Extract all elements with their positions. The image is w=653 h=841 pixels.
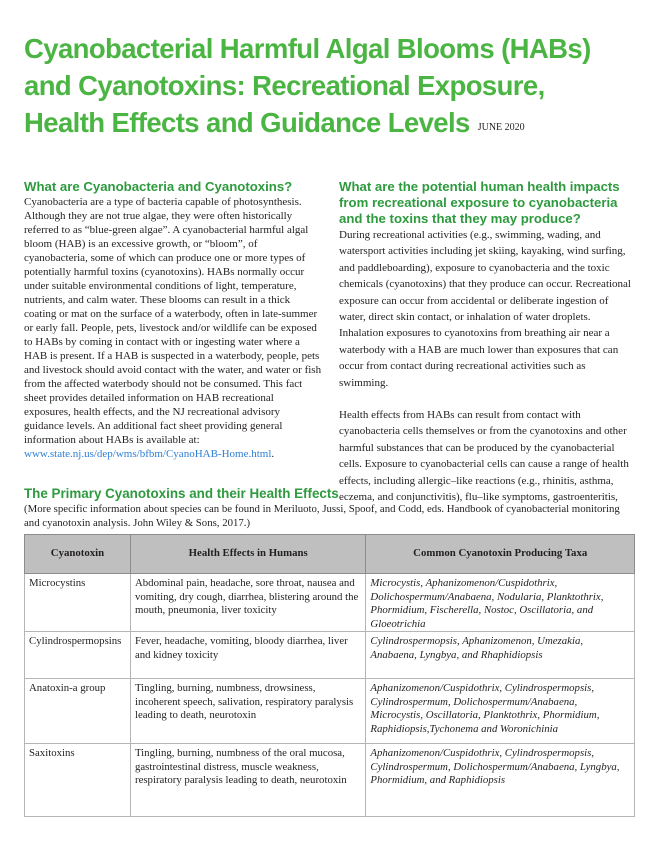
cyanotoxins-note: (More specific information about species can be found in Meriluoto, Jussi, Spoof, and Codd, eds. Handbook of cyanobacterial monitoring and cyanotoxin analysis. John Wiley & Sons, 2017.) xyxy=(24,503,620,529)
table-header-row xyxy=(25,535,635,574)
health-effects: Tingling, burning, numbness of the oral mucosa, gastrointestinal distress, muscle weakness, respiratory paralysis leading to death, neurotoxin xyxy=(130,744,365,817)
right-column xyxy=(339,179,631,506)
title-line-2: and Cyanotoxins: Recreational Exposure, xyxy=(24,70,545,101)
health-impacts-body xyxy=(339,227,631,506)
health-effects: Tingling, burning, numbness, drowsiness, incoherent speech, salivation, respiratory paralysis leading to death, neurotoxin xyxy=(130,679,365,744)
title-line-1: Cyanobacterial Harmful Algal Blooms (HABs) xyxy=(24,33,591,64)
producing-taxa: Microcystis, Aphanizomenon/Cuspidothrix, Dolichospermum/Anabaena, Nodularia, Planktothrix, Phormidium, Fischerella, Nostoc, Oscillatoria, and Gloeotrichia xyxy=(366,574,635,632)
toxin-name: Anatoxin-a group xyxy=(25,679,131,744)
cyanobacteria-text: Cyanobacteria are a type of bacteria capable of photosynthesis. Although they are not true algae, they were often historically referred to as “blue-green algae”. A cyanobacterial harmful algal bloom (HAB) is an excessive growth, or “bloom”, of cyanobacteria, some of which can produce one or more types of potentially harmful toxins (cyanotoxins). HABs normally occur under suitable environmental conditions of light, temperature, nutrients, and calm water. These blooms can result in a thick coating or mat on the surface of a waterbody, often in late-summer or early fall. People, pets, livestock and/or wildlife can be exposed to HABs by coming in contact with or ingesting water where a HAB is present. If a HAB is suspected in a waterbody, people, pets and livestock should avoid contact with the water, and water or fish from the affected waterbody should not be consumed. This fact sheet provides detailed information on HAB recreational exposures, health effects, and the NJ recreational advisory guidance levels. An additional fact sheet providing general information about HABs is available at: xyxy=(24,196,322,446)
health-impacts-paragraph-2: Health effects from HABs can result from contact with cyanobacteria cells themselves or from the cyanotoxins and other harmful substances that can be produced by the cyanobacterial cells. Exposure to cyanobacterial cells can cause a range of health effects, including allergic–like reactions (e.g., rhinitis, asthma, eczema, and conjunctivitis), flu–like symptoms, gastroenteritis, xyxy=(339,409,629,504)
link-period: . xyxy=(271,448,275,460)
table-row xyxy=(25,679,635,744)
cyanotoxins-heading: The Primary Cyanotoxins and their Health Effects xyxy=(24,486,339,501)
health-impacts-paragraph-1: During recreational activities (e.g., swimming, wading, and watersport activities including jet skiing, kayaking, wind surfing, and paddleboarding), exposure to cyanobacteria and the toxic chemicals (cyanotoxins) that they produce can occur. Recreational exposure can occur from accidental or deliberate ingestion of water, direct skin contact, or inhalation of water droplets. Inhalation exposures to cyanotoxins from breathing air near a waterbody with a HAB are much lower than exposures that can occur from contact during recreational activities such as swimming. xyxy=(339,229,631,389)
document-title xyxy=(24,30,644,146)
left-column xyxy=(24,179,322,461)
health-effects: Fever, headache, vomiting, bloody diarrhea, liver and kidney toxicity xyxy=(130,632,365,679)
producing-taxa: Aphanizomenon/Cuspidothrix, Cylindrospermopsis, Cylindrospermum, Dolichospermum/Anabaena, Microcystis, Oscillatoria, Planktothrix, Phormidium, Raphidiopsis,Tychonema and Woronichinia xyxy=(366,679,635,744)
toxin-name: Cylindrospermopsins xyxy=(25,632,131,679)
cyanobacteria-body xyxy=(24,195,322,461)
publication-date: JUNE 2020 xyxy=(477,122,525,133)
table-row xyxy=(25,744,635,817)
header-producing-taxa: Common Cyanotoxin Producing Taxa xyxy=(366,535,635,574)
toxin-name: Saxitoxins xyxy=(25,744,131,817)
cyanohab-home-link[interactable]: www.state.nj.us/dep/wms/bfbm/CyanoHAB-Home.html xyxy=(24,448,272,460)
producing-taxa: Cylindrospermopsis, Aphanizomenon, Umezakia, Anabaena, Lyngbya, and Rhaphidiopsis xyxy=(366,632,635,679)
toxin-name: Microcystins xyxy=(25,574,131,632)
health-impacts-heading: What are the potential human health impacts from recreational exposure to cyanobacteria and the toxins that they may produce? xyxy=(339,179,620,226)
header-health-effects: Health Effects in Humans xyxy=(130,535,365,574)
cyanotoxins-section xyxy=(24,486,634,530)
health-effects: Abdominal pain, headache, sore throat, nausea and vomiting, dry cough, diarrhea, blistering around the mouth, pneumonia, liver toxicity xyxy=(130,574,365,632)
header-cyanotoxin: Cyanotoxin xyxy=(25,535,131,574)
table-row xyxy=(25,632,635,679)
title-line-3-text: Health Effects and Guidance Levels xyxy=(24,107,470,138)
cyanotoxins-table xyxy=(24,534,635,817)
title-line-3 xyxy=(24,104,644,146)
producing-taxa: Aphanizomenon/Cuspidothrix, Cylindrospermopsis, Cylindrospermum, Dolichospermum/Anabaena, Lyngbya, Phormidium, and Raphidiopsis xyxy=(366,744,635,817)
table-row xyxy=(25,574,635,632)
cyanobacteria-heading: What are Cyanobacteria and Cyanotoxins? xyxy=(24,179,293,194)
